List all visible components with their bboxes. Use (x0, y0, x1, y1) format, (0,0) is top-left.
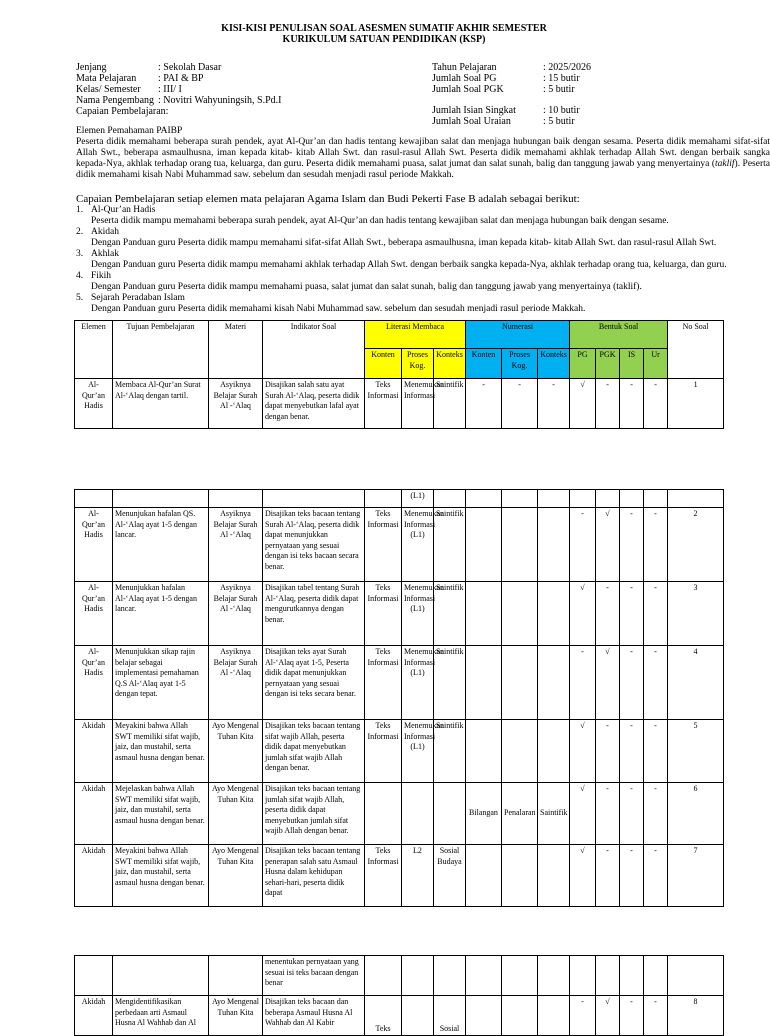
th-is: IS (620, 349, 644, 379)
cell-ur: - (644, 379, 668, 429)
cell-ur: - (644, 845, 668, 907)
th-numerasi: Numerasi (466, 321, 570, 349)
cell-lit-konten (365, 783, 402, 845)
table-row (75, 646, 724, 720)
capaian-item: 5. Sejarah Peradaban Islam (76, 293, 185, 303)
capaian-item: 2. Akidah (76, 227, 119, 237)
table-row (75, 845, 724, 907)
th-num-konten: Konten (466, 349, 502, 379)
cell-no: 2 (668, 508, 724, 582)
cell-pgk: - (596, 582, 620, 646)
cell-num-konten (466, 582, 502, 646)
cell-lit-konteks: Sosial Budaya (434, 845, 466, 907)
capaian-section (76, 193, 770, 315)
info-capaian: Capaian Pembelajaran: (76, 106, 169, 117)
cell-pg: √ (570, 582, 596, 646)
table-row (75, 379, 724, 429)
capaian-item: 4. Fikih (76, 271, 112, 281)
table-row (75, 783, 724, 845)
capaian-item: 1. Al-Qur’an Hadis (76, 205, 156, 215)
cell-is: - (620, 646, 644, 720)
cell-pgk: - (596, 845, 620, 907)
cell-num-konteks (538, 508, 570, 582)
cell-materi: Asyiknya Belajar Surah Al -‘Alaq (209, 508, 263, 582)
cell-lit-konten: Teks Informasi (365, 508, 402, 582)
cell-materi: Asyiknya Belajar Surah Al -‘Alaq (209, 646, 263, 720)
doc-title: KISI-KISI PENULISAN SOAL ASESMEN SUMATIF AKHIR SEMESTER (221, 23, 547, 34)
cell-is: - (620, 783, 644, 845)
cell-num-proses (502, 646, 538, 720)
cell-pg: - (570, 508, 596, 582)
cell-materi: Ayo Mengenal Tuhan Kita (209, 845, 263, 907)
cell-num-konten (466, 845, 502, 907)
table-row (75, 720, 724, 783)
th-elemen: Elemen (75, 321, 113, 379)
info-right (432, 62, 591, 127)
doc-subtitle: KURIKULUM SATUAN PENDIDIKAN (KSP) (282, 34, 486, 45)
cell-lit-proses (402, 783, 434, 845)
cell-indikator: Disajikan teks bacaan tentang sifat wajib Allah, peserta didik dapat menyebutkan jumlah sifat wajib Allah dengan benar. (263, 720, 365, 783)
info-jumlah-uraian: Jumlah Soal Uraian : 5 butir (432, 116, 575, 127)
cell-elemen: Al-Qur’an Hadis (75, 646, 113, 720)
cell-num-konteks (538, 845, 570, 907)
cell-is: - (620, 720, 644, 783)
table-row-continuation (75, 956, 724, 996)
cell-no: 8 (668, 996, 724, 1036)
cell-materi: Asyiknya Belajar Surah Al -‘Alaq (209, 379, 263, 429)
cell-lit-proses: Menemukan Informasi (L1) (402, 508, 434, 582)
cell-pgk: √ (596, 646, 620, 720)
cell-no: 6 (668, 783, 724, 845)
cell-num-konteks (538, 582, 570, 646)
cell-tujuan: Menunjukkan sikap rajin belajar sebagai implementasi pemahaman Q.S Al-‘Alaq ayat 1-5 dengan tepat. (113, 646, 209, 720)
th-lit-konten: Konten (365, 349, 402, 379)
capaian-item-text: Dengan Panduan guru Peserta didik memahami kisah Nabi Muhammad saw. sebelum dan sesudah menjadi rasul periode Makkah. (91, 304, 586, 314)
capaian-item-text: Dengan Panduan guru Peserta didik mampu memahami puasa, salat jumat dan salat sunah, balig dan tanggung jawab yang menyertainya (taklif). (91, 282, 642, 292)
cell-num-proses (502, 720, 538, 783)
cell-indikator: menentukan pernyataan yang sesuai isi teks bacaan dengan benar (263, 956, 365, 996)
info-kelas: Kelas/ Semester : III/ I (76, 84, 182, 95)
cell-pg: √ (570, 845, 596, 907)
cell-lit-konten: Teks Informasi (365, 646, 402, 720)
info-pengembang: Nama Pengembang : Novitri Wahyuningsih, S.Pd.I (76, 95, 282, 106)
cell-elemen: Akidah (75, 720, 113, 783)
capaian-item-text: Dengan Panduan guru Peserta didik mampu memahami sifat-sifat Allah Swt., beberapa asmaulhusna, iman kepada kitab- kitab Allah Swt. dan rasul-rasul Allah Swt. (91, 238, 717, 248)
cell-indikator: Disajikan tabel tentang Surah Al-‘Alaq, peserta didik dapat mengurutkannya dengan benar. (263, 582, 365, 646)
cell-pg: - (570, 646, 596, 720)
cell-lit-konteks: Saintifik (434, 379, 466, 429)
info-jumlah-isian: Jumlah Isian Singkat : 10 butir (432, 105, 580, 116)
cell-materi: Ayo Mengenal Tuhan Kita (209, 996, 263, 1036)
th-num-proses: Proses Kog. (502, 349, 538, 379)
cell-tujuan: Mejelaskan bahwa Allah SWT memiliki sifat wajib, jaiz, dan mustahil, serta asmaul husna dengan benar. (113, 783, 209, 845)
cell-lit-proses: Menemukan Informasi (402, 379, 434, 429)
cell-tujuan: Meyakini bahwa Allah SWT memiliki sifat wajib, jaiz, dan mustahil, serta asmaul husna dengan benar. (113, 845, 209, 907)
cell-num-proses (502, 845, 538, 907)
cell-tujuan: Mengidentifikasikan perbedaan arti Asmaul Husna Al Wahhab dan Al (113, 996, 209, 1036)
info-jumlah-pg: Jumlah Soal PG : 15 butir (432, 73, 580, 84)
cell-elemen: Al-Qur’an Hadis (75, 508, 113, 582)
th-bentuk: Bentuk Soal (570, 321, 668, 349)
elemen-section (76, 126, 770, 181)
cell-num-proses: - (502, 379, 538, 429)
th-materi: Materi (209, 321, 263, 379)
info-jumlah-pgk: Jumlah Soal PGK : 5 butir (432, 84, 575, 95)
cell-lit-konten: Teks (365, 996, 402, 1036)
cell-is: - (620, 508, 644, 582)
cell-ur: - (644, 783, 668, 845)
cell-num-konteks: Saintifik (538, 783, 570, 845)
th-lit-proses: Proses Kog. (402, 349, 434, 379)
cell-elemen: Al-Qur’an Hadis (75, 379, 113, 429)
cell-num-proses (502, 582, 538, 646)
info-left (76, 62, 281, 117)
cell-lit-konteks: Sosial (434, 996, 466, 1036)
cell-lit-konteks: Saintifik (434, 508, 466, 582)
cell-indikator: Disajikan teks bacaan dan beberapa Asmaul Husna Al Wahhab dan Al Kabir (263, 996, 365, 1036)
cell-num-konteks (538, 720, 570, 783)
cell-elemen: Akidah (75, 996, 113, 1036)
kisi-table-page2 (74, 489, 724, 907)
cell-pg: √ (570, 379, 596, 429)
capaian-item-text: Peserta didik mampu memahami beberapa surah pendek, ayat Al-Qur’an dan hadis tentang kewajiban salat dan menjaga hubungan baik dengan sesame. (91, 216, 669, 226)
cell-is: - (620, 582, 644, 646)
cell-lit-konten: Teks Informasi (365, 379, 402, 429)
cell-no: 4 (668, 646, 724, 720)
cell-num-proses: Penalaran (502, 783, 538, 845)
cell-ur: - (644, 720, 668, 783)
cell-num-konten: - (466, 379, 502, 429)
cell-indikator: Disajikan salah satu ayat Surah Al-‘Alaq, peserta didik dapat menyebutkan lafal ayat dengan benar. (263, 379, 365, 429)
capaian-list (76, 205, 770, 315)
th-pg: PG (570, 349, 596, 379)
cell-elemen: Akidah (75, 783, 113, 845)
cell-materi: Asyiknya Belajar Surah Al -‘Alaq (209, 582, 263, 646)
capaian-item-text: Dengan Panduan guru Peserta didik mampu memahami akhlak terhadap Allah Swt. dengan berbaik sangka kepada-Nya, akhlak terhadap orang tua, keluarga, dan guru. (91, 260, 727, 270)
cell-elemen: Al-Qur’an Hadis (75, 582, 113, 646)
cell-lit-konteks: Saintifik (434, 582, 466, 646)
capaian-heading: Capaian Pembelajaran setiap elemen mata pelajaran Agama Islam dan Budi Pekerti Fase B adalah sebagai berikut: (76, 193, 580, 205)
cell-num-konteks (538, 646, 570, 720)
table-header-row (75, 321, 724, 349)
cell-tujuan: Meyakini bahwa Allah SWT memiliki sifat wajib, jaiz, dan mustahil, serta asmaul husna dengan benar. (113, 720, 209, 783)
cell-no: 3 (668, 582, 724, 646)
cell-materi: Ayo Mengenal Tuhan Kita (209, 720, 263, 783)
cell-lit-konteks: Saintifik (434, 646, 466, 720)
cell-pgk: - (596, 720, 620, 783)
cell-lit-konten: Teks Informasi (365, 582, 402, 646)
cell-lit-konten: Teks Informasi (365, 720, 402, 783)
cell-num-konten (466, 508, 502, 582)
cell-pg: - (570, 996, 596, 1036)
cell-no: 1 (668, 379, 724, 429)
th-pgk: PGK (596, 349, 620, 379)
cell-pg: √ (570, 720, 596, 783)
cell-ur: - (644, 508, 668, 582)
cell-ur: - (644, 582, 668, 646)
th-lit-konteks: Konteks (434, 349, 466, 379)
cell-no: 5 (668, 720, 724, 783)
table-row (75, 508, 724, 582)
cell-pg: √ (570, 783, 596, 845)
cell-lit-proses: Menemukan Informasi (L1) (402, 720, 434, 783)
info-jenjang: Jenjang : Sekolah Dasar (76, 62, 222, 73)
cell-tujuan: Menunjukan hafalan QS. Al-‘Alaq ayat 1-5 dengan lancar. (113, 508, 209, 582)
cell-indikator: Disajikan teks bacaan tentang jumlah sifat wajib Allah, peserta didik dapat menyebutkan jumlah sifat wajib Allah dengan benar. (263, 783, 365, 845)
cell-ur: - (644, 646, 668, 720)
cell-lit-konteks (434, 783, 466, 845)
cell-ur: - (644, 996, 668, 1036)
th-num-konteks: Konteks (538, 349, 570, 379)
elemen-heading: Elemen Pemahaman PAIBP (76, 126, 183, 136)
cell-num-konten (466, 720, 502, 783)
cell-pgk: - (596, 379, 620, 429)
kisi-table-page3 (74, 955, 724, 1036)
th-no-soal: No Soal (668, 321, 724, 379)
cell-pgk: - (596, 783, 620, 845)
cell-lit-proses: L2 (402, 845, 434, 907)
cell-lit-konteks: Saintifik (434, 720, 466, 783)
kisi-table (74, 320, 724, 429)
th-ur: Ur (644, 349, 668, 379)
cell-num-konteks: - (538, 379, 570, 429)
cell-tujuan: Membaca Al-Qur’an Surat Al-‘Alaq dengan tartil. (113, 379, 209, 429)
cell-lit-proses: Menemukan Informasi (L1) (402, 582, 434, 646)
cell-indikator: Disajikan teks bacaan tentang penerapan salah satu Asmaul Husna dalam kehidupan sehari-hari, peserta didik dapat (263, 845, 365, 907)
th-literasi: Literasi Membaca (365, 321, 466, 349)
table-row (75, 996, 724, 1036)
cell-is: - (620, 379, 644, 429)
cell-no: 7 (668, 845, 724, 907)
cell-lit-proses: (L1) (402, 490, 434, 508)
cell-num-konten: Bilangan (466, 783, 502, 845)
cell-pgk: √ (596, 996, 620, 1036)
table-row-continuation (75, 490, 724, 508)
capaian-item: 3. Akhlak (76, 249, 119, 259)
cell-indikator: Disajikan teks ayat Surah Al-‘Alaq ayat 1-5, Peserta didik dapat menunjukkan pernyataan yang sesuai dengan isi teks secara benar. (263, 646, 365, 720)
cell-materi: Ayo Mengenal Tuhan Kita (209, 783, 263, 845)
info-mapel: Mata Pelajaran : PAI & BP (76, 73, 204, 84)
table-row (75, 582, 724, 646)
th-indikator: Indikator Soal (263, 321, 365, 379)
cell-indikator: Disajikan teks bacaan tentang Surah Al-‘Alaq, peserta didik dapat menunjukkan pernyataan yang sesuai dengan isi teks bacaan secara benar. (263, 508, 365, 582)
cell-num-proses (502, 508, 538, 582)
info-tahun: Tahun Pelajaran : 2025/2026 (432, 62, 592, 73)
elemen-paragraph: Peserta didik memahami beberapa surah pendek, ayat Al-Qur’an dan hadis tentang kewajiban salat dan menjaga hubungan baik dengan sesama. Peserta didik memahami sifat-sifat Allah Swt., beberapa asmaulhusna, iman kepada kitab- kitab Allah Swt. dan rasul-rasul Allah Swt. Peserta didik memahami akhlak terhadap Allah Swt. dengan berbaik sangka kepada-Nya, akhlak terhadap orang tua, keluarga, dan guru. Peserta didik memahami puasa, salat jumat dan salat sunah, balig dan tanggung jawab yang menyertainya (taklif). Peserta didik memahami kisah Nabi Muhammad saw. sebelum dan sesudah menjadi rasul periode Makkah. (76, 137, 770, 180)
cell-num-konten (466, 646, 502, 720)
cell-elemen: Akidah (75, 845, 113, 907)
cell-pgk: √ (596, 508, 620, 582)
cell-is: - (620, 845, 644, 907)
cell-is: - (620, 996, 644, 1036)
cell-lit-konten: Teks Informasi (365, 845, 402, 907)
th-tujuan: Tujuan Pembelajaran (113, 321, 209, 379)
cell-tujuan: Menunjukkan hafalan Al-‘Alaq ayat 1-5 dengan lancar. (113, 582, 209, 646)
cell-lit-proses: Menemukan Informasi (L1) (402, 646, 434, 720)
